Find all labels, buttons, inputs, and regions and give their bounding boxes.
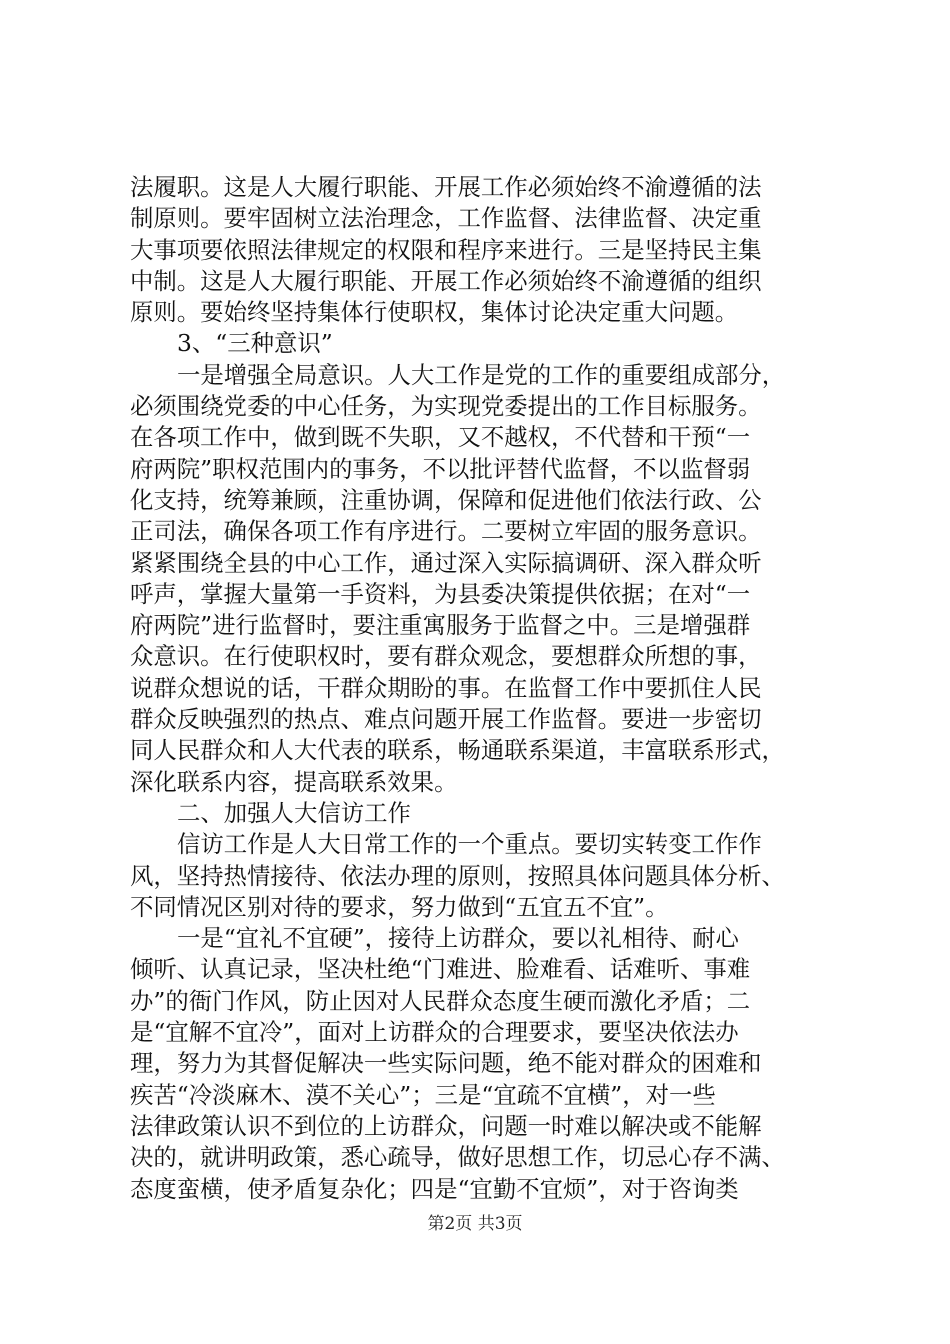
- text-line: 深化联系内容，提高联系效果。: [130, 767, 458, 796]
- section-heading: 二、加强人大信访工作: [177, 798, 411, 827]
- text-line: 正司法，确保各项工作有序进行。二要树立牢固的服务意识。: [130, 517, 762, 546]
- paragraph-start-line: 信访工作是人大日常工作的一个重点。要切实转变工作作: [177, 830, 762, 859]
- text-line: 同人民群众和人大代表的联系，畅通联系渠道，丰富联系形式，: [130, 736, 785, 765]
- page-footer: [0, 1213, 950, 1235]
- text-line: 疾苦“冷淡麻木、漠不关心”；三是“宜疏不宜横”，对一些: [130, 1080, 716, 1109]
- text-line: 原则。要始终坚持集体行使职权，集体讨论决定重大问题。: [130, 298, 739, 327]
- text-line: 必须围绕党委的中心任务，为实现党委提出的工作目标服务。: [130, 392, 762, 421]
- text-line: 紧紧围绕全县的中心工作，通过深入实际搞调研、深入群众听: [130, 548, 762, 577]
- text-line: 法律政策认识不到位的上访群众，问题一时难以解决或不能解: [130, 1111, 762, 1140]
- text-line: 态度蛮横，使矛盾复杂化；四是“宜勤不宜烦”，对于咨询类: [130, 1174, 739, 1203]
- text-line: 制原则。要牢固树立法治理念，工作监督、法律监督、决定重: [130, 204, 762, 233]
- text-line: 化支持，统筹兼顾，注重协调，保障和促进他们依法行政、公: [130, 485, 762, 514]
- text-line: 决的，就讲明政策，悉心疏导，做好思想工作，切忌心存不满、: [130, 1143, 785, 1172]
- text-line: 呼声，掌握大量第一手资料，为县委决策提供依据；在对“一: [130, 579, 751, 608]
- text-line: 不同情况区别对待的要求，努力做到“五宜五不宜”。: [130, 892, 669, 921]
- text-line: 府两院”进行监督时，要注重寓服务于监督之中。三是增强群: [130, 611, 751, 640]
- section-heading: 3、“三种意识”: [177, 329, 333, 358]
- text-line: 在各项工作中，做到既不失职，又不越权，不代替和干预“一: [130, 423, 751, 452]
- page-number: 第2页 共3页: [427, 1214, 523, 1234]
- text-line: 群众反映强烈的热点、难点问题开展工作监督。要进一步密切: [130, 705, 762, 734]
- document-body: [130, 172, 826, 1205]
- text-line: 倾听、认真记录，坚决杜绝“门难进、脸难看、话难听、事难: [130, 955, 751, 984]
- text-line: 风，坚持热情接待、依法办理的原则，按照具体问题具体分析、: [130, 861, 785, 890]
- paragraph-start-line: 一是“宜礼不宜硬”，接待上访群众，要以礼相待、耐心: [177, 924, 739, 953]
- text-line: 理，努力为其督促解决一些实际问题，绝不能对群众的困难和: [130, 1049, 762, 1078]
- text-line: 办”的衙门作风，防止因对人民群众态度生硬而激化矛盾；二: [130, 986, 751, 1015]
- text-line: 是“宜解不宜冷”，面对上访群众的合理要求，要坚决依法办: [130, 1018, 739, 1047]
- text-line: 中制。这是人大履行职能、开展工作必须始终不渝遵循的组织: [130, 266, 762, 295]
- text-line: 府两院”职权范围内的事务，不以批评替代监督，不以监督弱: [130, 454, 751, 483]
- text-line: 法履职。这是人大履行职能、开展工作必须始终不渝遵循的法: [130, 173, 762, 201]
- text-line: 众意识。在行使职权时，要有群众观念，要想群众所想的事，: [130, 642, 762, 671]
- paragraph-start-line: 一是增强全局意识。人大工作是党的工作的重要组成部分，: [177, 360, 786, 389]
- text-line: 说群众想说的话，干群众期盼的事。在监督工作中要抓住人民: [130, 673, 762, 702]
- text-line: 大事项要依照法律规定的权限和程序来进行。三是坚持民主集: [130, 235, 762, 264]
